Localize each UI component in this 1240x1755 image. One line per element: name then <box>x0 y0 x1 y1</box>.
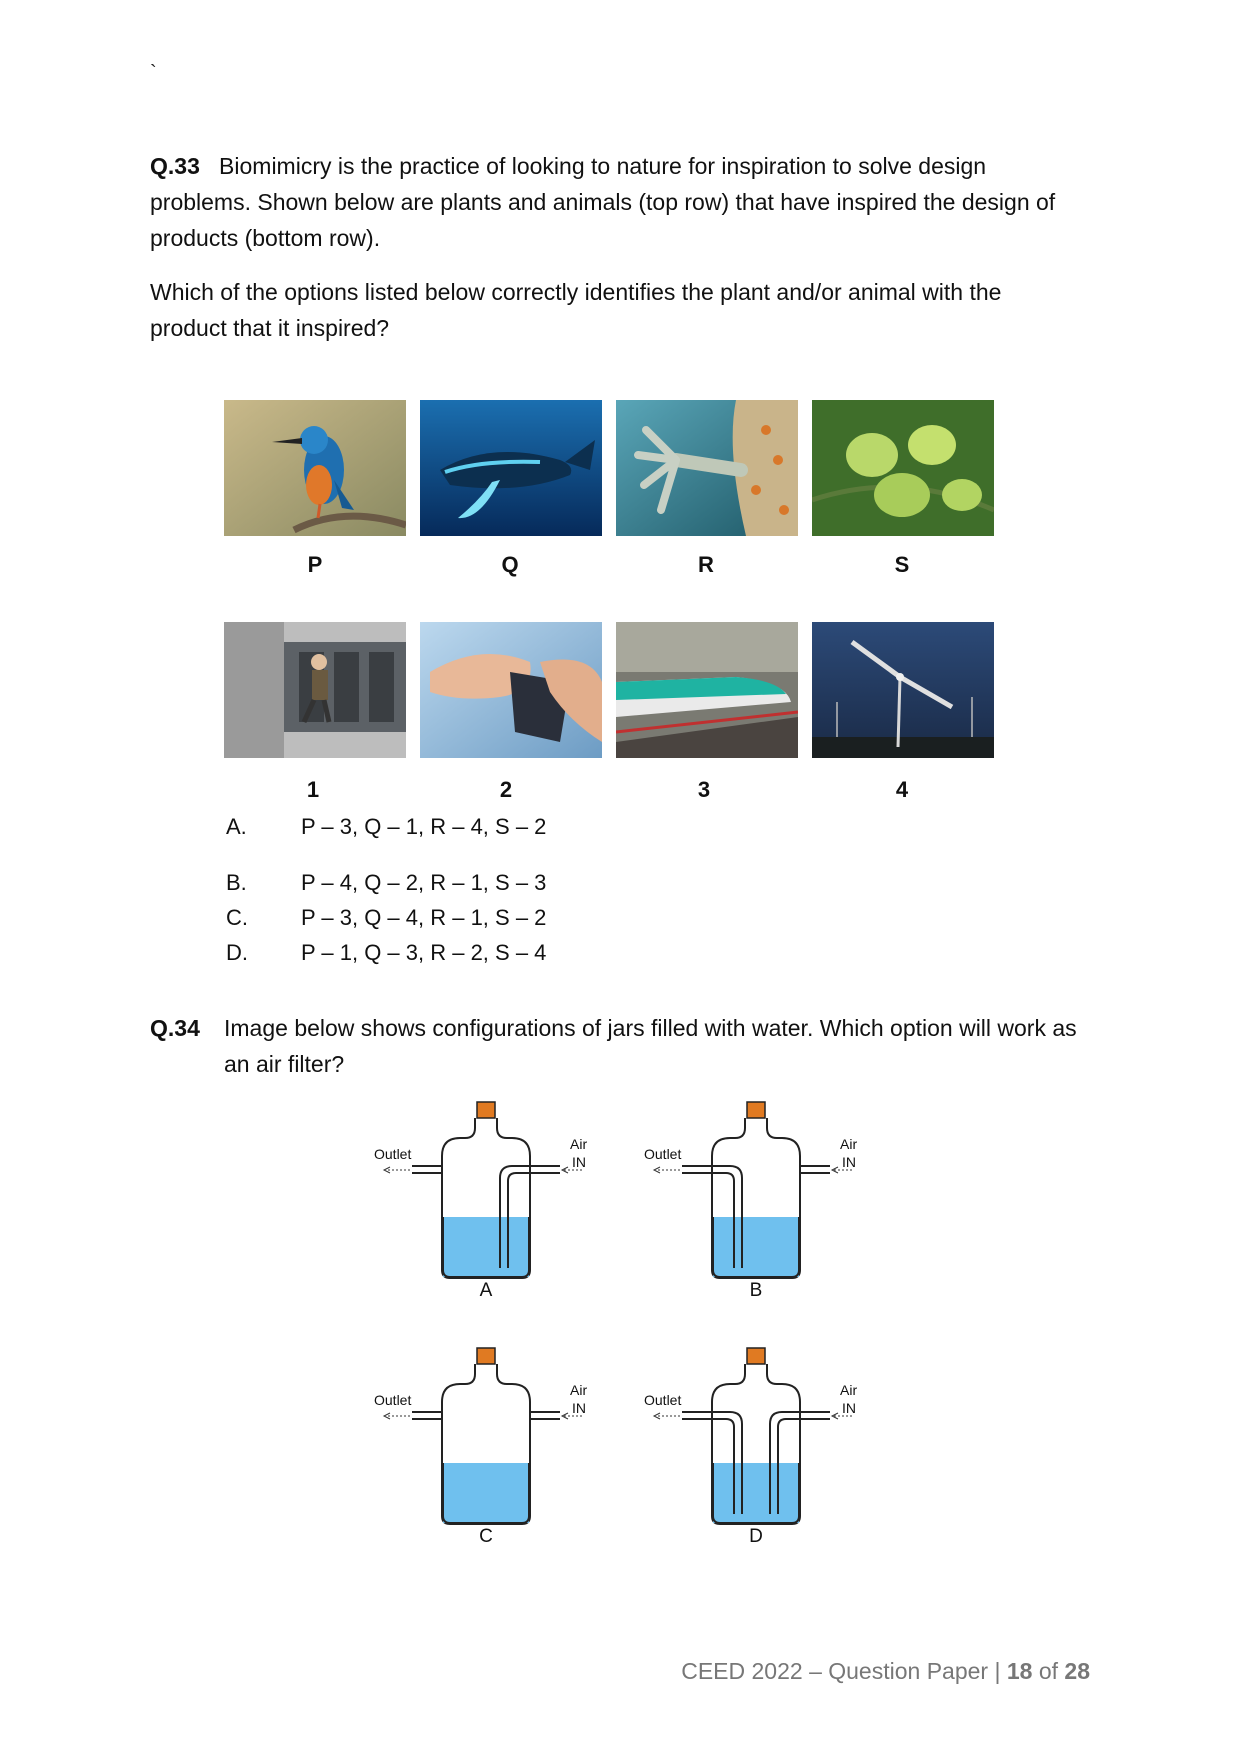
label-s: S <box>894 552 910 577</box>
label-2: 2 <box>499 777 513 802</box>
footer-page: 18 <box>1006 1658 1033 1684</box>
photo-whale <box>420 400 602 536</box>
option-b <box>226 870 546 896</box>
jar-water <box>443 1217 529 1277</box>
jar-label-a: A <box>479 1280 493 1301</box>
option-a <box>226 814 546 840</box>
jar-label-c: C <box>479 1526 493 1547</box>
q33-text-1: Biomimicry is the practice of looking to nature for inspiration to solve design problems. Shown below are plants and animals (top row) that have inspired the design of products (bottom row). <box>150 153 1056 251</box>
q34-number: Q.34 <box>150 1015 200 1041</box>
jar-cap <box>747 1102 765 1118</box>
in-label: IN <box>572 1154 586 1170</box>
photo-wind-turbine <box>812 622 994 758</box>
photo-velcro <box>420 622 602 758</box>
photo-bullet-train <box>616 622 798 758</box>
air-label: Air <box>840 1382 858 1398</box>
photo-wall-climber <box>224 622 406 758</box>
in-label: IN <box>572 1400 586 1416</box>
jar-a <box>370 1100 600 1300</box>
option-text: P – 4, Q – 2, R – 1, S – 3 <box>301 870 547 895</box>
jar-water <box>713 1463 799 1523</box>
label-4: 4 <box>895 777 909 802</box>
option-letter: C. <box>226 905 248 930</box>
label-r: R <box>698 552 714 577</box>
footer-title: CEED 2022 – Question Paper <box>681 1658 989 1684</box>
q33-text-2: Which of the options listed below correctly identifies the plant and/or animal with the product that it inspired? <box>150 279 1002 341</box>
label-q: Q <box>501 552 519 577</box>
jar-water <box>443 1463 529 1523</box>
jar-water <box>713 1217 799 1277</box>
in-label: IN <box>842 1400 856 1416</box>
q33-number: Q.33 <box>150 153 200 179</box>
jar-label-b: B <box>749 1280 763 1301</box>
jar-d <box>640 1346 870 1546</box>
in-label: IN <box>842 1154 856 1170</box>
jar-cap <box>477 1102 495 1118</box>
outlet-label: Outlet <box>374 1392 412 1408</box>
option-text: P – 3, Q – 4, R – 1, S – 2 <box>301 905 547 930</box>
option-text: P – 1, Q – 3, R – 2, S – 4 <box>301 940 547 965</box>
option-letter: B. <box>226 870 247 895</box>
q34-text: Image below shows configurations of jars filled with water. Which option will work as an air filter? <box>224 1015 1077 1077</box>
label-p: P <box>307 552 323 577</box>
footer-of: of <box>1038 1658 1059 1684</box>
photo-kingfisher <box>224 400 406 536</box>
q33-paragraph-2 <box>150 274 1050 346</box>
air-label: Air <box>570 1382 588 1398</box>
outlet-label: Outlet <box>644 1146 682 1162</box>
air-label: Air <box>570 1136 588 1152</box>
page-footer <box>681 1658 1090 1685</box>
option-d <box>226 940 546 966</box>
option-c <box>226 905 546 931</box>
footer-separator: | <box>994 1658 1001 1684</box>
jar-label-d: D <box>749 1526 763 1547</box>
photo-gecko <box>616 400 798 536</box>
outlet-label: Outlet <box>374 1146 412 1162</box>
photo-burr-plant <box>812 400 994 536</box>
jar-cap <box>477 1348 495 1364</box>
option-letter: D. <box>226 940 248 965</box>
outlet-label: Outlet <box>644 1392 682 1408</box>
q33-paragraph-1 <box>150 148 1090 256</box>
footer-total: 28 <box>1064 1658 1090 1684</box>
jar-b <box>640 1100 870 1300</box>
option-text: P – 3, Q – 1, R – 4, S – 2 <box>301 814 547 839</box>
jar-c <box>370 1346 600 1546</box>
jar-cap <box>747 1348 765 1364</box>
option-letter: A. <box>226 814 247 839</box>
label-3: 3 <box>697 777 711 802</box>
label-1: 1 <box>306 777 320 802</box>
stray-mark: ` <box>150 62 157 84</box>
air-label: Air <box>840 1136 858 1152</box>
